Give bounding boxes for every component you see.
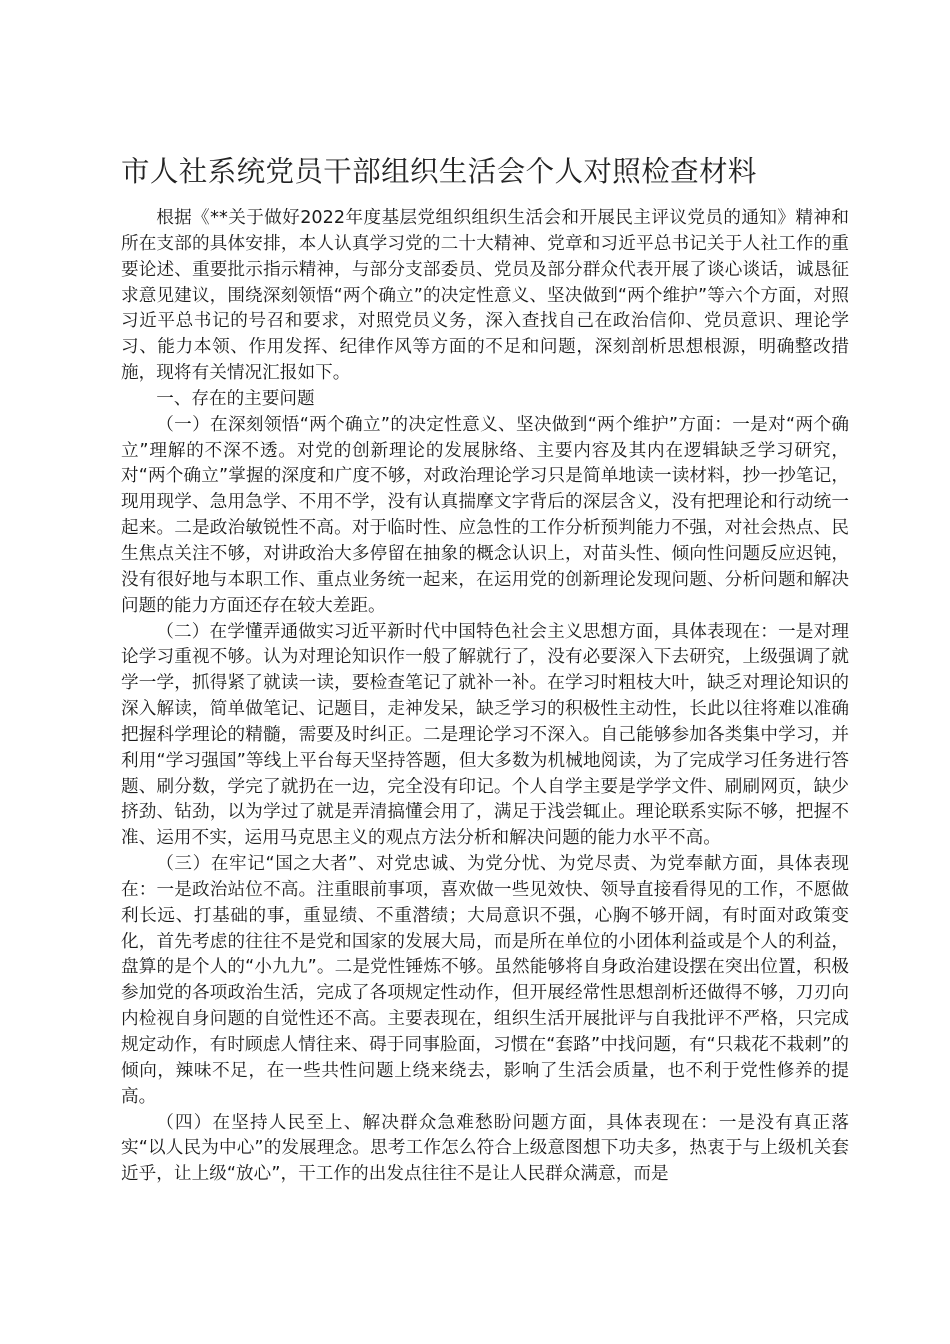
item-paragraph-3: （三）在牢记“国之大者”、对党忠诚、为党分忧、为党尽责、为党奉献方面，具体表现在：一是政治站位不高。注重眼前事项，喜欢做一些见效快、领导直接看得见的工作，不愿做利长远、打基础的事，重显绩、不重潜绩；大局意识不强，心胸不够开阔，有时面对政策变化，首先考虑的往往不是党和国家的发展大局，而是所在单位的小团体利益或是个人的利益，盘算的是个人的“小九九”。二是党性锤炼不够。虽然能够将自身政治建设摆在突出位置，积极参加党的各项政治生活，完成了各项规定性动作，但开展经常性思想剖析还做得不够，刀刃向内检视自身问题的自觉性还不高。主要表现在，组织生活开展批评与自我批评不严格，只完成规定动作，有时顾虑人情往来、碍于同事脸面，习惯在“套路”中找问题，有“只栽花不栽刺”的倾向，辣味不足，在一些共性问题上绕来绕去，影响了生活会质量，也不利于党性修养的提高。 bbox=[121, 854, 849, 1107]
document-body bbox=[121, 206, 849, 1188]
document-title: 市人社系统党员干部组织生活会个人对照检查材料 bbox=[121, 155, 757, 188]
item-paragraph-1: （一）在深刻领悟“两个确立”的决定性意义、坚决做到“两个维护”方面：一是对“两个确立”理解的不深不透。对党的创新理论的发展脉络、主要内容及其内在逻辑缺乏学习研究，对“两个确立”掌握的深度和广度不够，对政治理论学习只是简单地读一读材料，抄一抄笔记，现用现学、急用急学、不用不学，没有认真揣摩文字背后的深层含义，没有把理论和行动统一起来。二是政治敏锐性不高。对于临时性、应急性的工作分析预判能力不强，对社会热点、民生焦点关注不够，对讲政治大多停留在抽象的概念认识上，对苗头性、倾向性问题反应迟钝，没有很好地与本职工作、重点业务统一起来，在运用党的创新理论发现问题、分析问题和解决问题的能力方面还存在较大差距。 bbox=[121, 414, 849, 616]
section-heading: 一、存在的主要问题 bbox=[156, 388, 315, 409]
intro-paragraph: 根据《**关于做好2022年度基层党组织组织生活会和开展民主评议党员的通知》精神和所在支部的具体安排，本人认真学习党的二十大精神、党章和习近平总书记关于人社工作的重要论述、重要批示指示精神，与部分支部委员、党员及部分群众代表开展了谈心谈话，诚恳征求意见建议，围绕深刻领悟“两个确立”的决定性意义、坚决做到“两个维护”等六个方面，对照习近平总书记的号召和要求，对照党员义务，深入查找自己在政治信仰、党员意识、理论学习、能力本领、作用发挥、纪律作风等方面的不足和问题，深刻剖析思想根源，明确整改措施，现将有关情况汇报如下。 bbox=[121, 208, 849, 384]
item-paragraph-4: （四）在坚持人民至上、解决群众急难愁盼问题方面，具体表现在：一是没有真正落实“以人民为中心”的发展理念。思考工作怎么符合上级意图想下功夫多，热衷于与上级机关套近乎，让上级“放心”，干工作的出发点往往不是让人民群众满意，而是 bbox=[121, 1112, 849, 1185]
item-paragraph-2: （二）在学懂弄通做实习近平新时代中国特色社会主义思想方面，具体表现在：一是对理论学习重视不够。认为对理论知识作一般了解就行了，没有必要深入下去研究，上级强调了就学一学，抓得紧了就读一读，要检查笔记了就补一补。在学习时粗枝大叶，缺乏对理论知识的深入解读，简单做笔记、记题目，走神发呆，缺乏学习的积极性主动性，长此以往将难以准确把握科学理论的精髓，需要及时纠正。二是理论学习不深入。自己能够参加各类集中学习，并利用“学习强国”等线上平台每天坚持答题，但大多数为机械地阅读，为了完成学习任务进行答题、刷分数，学完了就扔在一边，完全没有印记。个人自学主要是学学文件、刷刷网页，缺少挤劲、钻劲，以为学过了就是弄清搞懂会用了，满足于浅尝辄止。理论联系实际不够，把握不准、运用不实，运用马克思主义的观点方法分析和解决问题的能力水平不高。 bbox=[121, 621, 849, 849]
